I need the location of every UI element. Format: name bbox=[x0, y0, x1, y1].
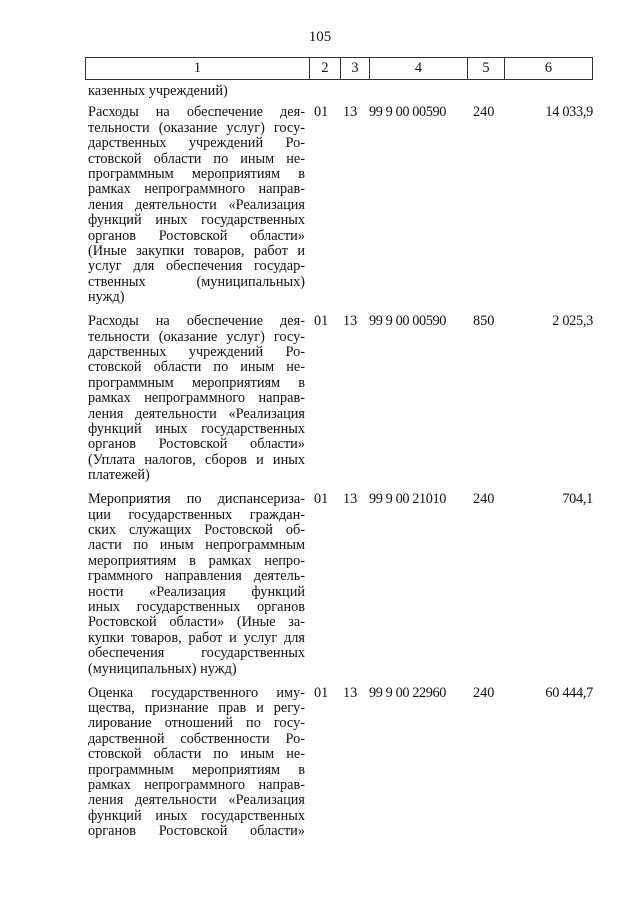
continuation-text: казенных учреждений) bbox=[88, 83, 228, 99]
description-line: тельности (оказание услуг) госу- bbox=[88, 328, 305, 345]
description-line: Ростовской области» (Иные за- bbox=[88, 614, 305, 631]
table-body bbox=[88, 84, 593, 848]
description-line: мероприятиям в рамках непро- bbox=[88, 552, 305, 569]
description-line: купки товаров, работ и услуг для bbox=[88, 629, 305, 646]
header-col-2: 2 bbox=[310, 58, 341, 79]
description-line: дарственных учреждений Ро- bbox=[88, 344, 305, 360]
description-line: органов Ростовской области» bbox=[88, 436, 305, 453]
row-description bbox=[88, 492, 305, 677]
table-header bbox=[85, 57, 593, 80]
header-col-4: 4 bbox=[370, 58, 468, 79]
subsection-code: 13 bbox=[343, 313, 358, 330]
header-col-3: 3 bbox=[341, 58, 370, 79]
target-article-code: 99 9 00 00590 bbox=[369, 313, 447, 330]
description-line: органов Ростовской области» bbox=[88, 227, 305, 244]
header-col-5: 5 bbox=[468, 58, 505, 79]
description-line: ских служащих Ростовской об- bbox=[88, 521, 305, 538]
row-description bbox=[88, 314, 305, 483]
description-line: ственных (муниципальных) bbox=[88, 273, 305, 290]
description-line: стовской области по иным не- bbox=[88, 359, 305, 376]
amount: 14 033,9 bbox=[545, 104, 593, 121]
expense-type-code: 240 bbox=[473, 684, 495, 701]
description-line: ции государственных граждан- bbox=[88, 506, 305, 523]
section-code: 01 bbox=[314, 104, 329, 121]
description-line: стовской области по иным не- bbox=[88, 150, 305, 167]
subsection-code: 13 bbox=[343, 684, 358, 701]
description-line: платежей) bbox=[88, 467, 150, 484]
section-code: 01 bbox=[314, 313, 329, 330]
expense-type-code: 240 bbox=[473, 491, 495, 508]
header-col-1: 1 bbox=[86, 58, 310, 79]
description-line: (муниципальных) нужд) bbox=[88, 660, 237, 677]
description-line: лирование отношений по госу- bbox=[88, 715, 305, 732]
amount: 704,1 bbox=[562, 491, 593, 508]
description-line: функций иных государственных bbox=[88, 212, 305, 229]
description-line: рамках непрограммного направ- bbox=[88, 390, 305, 407]
description-line: Мероприятия по диспансериза- bbox=[88, 491, 305, 508]
amount: 2 025,3 bbox=[552, 313, 593, 330]
description-line: рамках непрограммного направ- bbox=[88, 776, 305, 793]
target-article-code: 99 9 00 21010 bbox=[369, 491, 447, 508]
description-line: программным мероприятиям в bbox=[88, 761, 305, 778]
description-line: функций иных государственных bbox=[88, 421, 305, 438]
description-line: щества, признание прав и регу- bbox=[88, 699, 305, 716]
description-line: ления деятельности «Реализация bbox=[88, 405, 305, 422]
description-line: стовской области по иным не- bbox=[88, 746, 305, 763]
description-line: органов Ростовской области» bbox=[88, 823, 305, 840]
subsection-code: 13 bbox=[343, 104, 358, 121]
expense-type-code: 850 bbox=[473, 313, 495, 330]
description-line: (Иные закупки товаров, работ и bbox=[88, 243, 305, 260]
header-col-6: 6 bbox=[544, 60, 553, 76]
row-description bbox=[88, 105, 305, 305]
table-row bbox=[88, 686, 593, 840]
description-line: рамках непрограммного направ- bbox=[88, 181, 305, 198]
table-row bbox=[88, 105, 593, 305]
description-line: граммного направления деятель- bbox=[88, 568, 305, 585]
description-line: Расходы на обеспечение дея- bbox=[88, 313, 305, 330]
amount: 60 444,7 bbox=[545, 684, 593, 701]
description-line: (Уплата налогов, сборов и иных bbox=[88, 451, 305, 468]
description-line: ности «Реализация функций bbox=[88, 583, 305, 600]
description-line: нужд) bbox=[88, 289, 125, 306]
row-description bbox=[88, 686, 305, 840]
description-line: обеспечения государственных bbox=[88, 645, 305, 662]
description-line: ласти по иным непрограммным bbox=[88, 537, 305, 554]
description-line: программным мероприятиям в bbox=[88, 166, 305, 183]
subsection-code: 13 bbox=[343, 491, 358, 508]
target-article-code: 99 9 00 00590 bbox=[369, 104, 447, 121]
description-line: дарственных учреждений Ро- bbox=[88, 135, 305, 152]
table-row bbox=[88, 492, 593, 677]
description-line: иных государственных органов bbox=[88, 599, 305, 615]
description-line: ления деятельности «Реализация bbox=[88, 792, 305, 809]
description-line: тельности (оказание услуг) госу- bbox=[88, 119, 305, 136]
expense-type-code: 240 bbox=[473, 104, 495, 121]
target-article-code: 99 9 00 22960 bbox=[369, 684, 447, 701]
section-code: 01 bbox=[314, 491, 329, 508]
description-line: услуг для обеспечения государ- bbox=[88, 258, 305, 275]
description-line: дарственной собственности Ро- bbox=[88, 730, 305, 747]
table-row bbox=[88, 314, 593, 483]
section-code: 01 bbox=[314, 684, 329, 701]
description-line: ления деятельности «Реализация bbox=[88, 196, 305, 213]
description-line: функций иных государственных bbox=[88, 807, 305, 824]
description-line: Оценка государственного иму- bbox=[88, 684, 305, 701]
page-number: 105 bbox=[308, 29, 332, 45]
description-line: Расходы на обеспечение дея- bbox=[88, 104, 305, 121]
description-line: программным мероприятиям в bbox=[88, 374, 305, 391]
